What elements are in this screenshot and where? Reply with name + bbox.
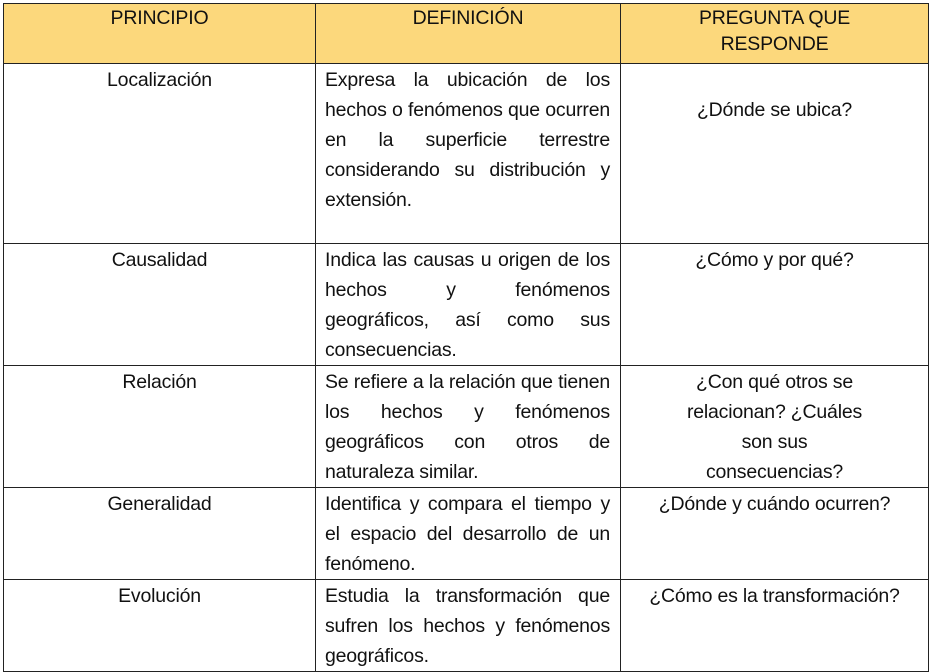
principle-cell: Causalidad xyxy=(4,244,316,366)
table-row xyxy=(4,580,929,672)
question-cell: ¿Cómo es la transformación? xyxy=(621,580,929,672)
question-cell: ¿Con qué otros se relacionan? ¿Cuáles son sus consecuencias? xyxy=(621,366,929,488)
principle-cell: Localización xyxy=(4,64,316,244)
header-row xyxy=(4,4,929,64)
principles-table xyxy=(3,3,929,672)
principle-cell: Evolución xyxy=(4,580,316,672)
header-principle: PRINCIPIO xyxy=(4,4,316,64)
table-row xyxy=(4,64,929,244)
table-row xyxy=(4,488,929,580)
principles-table-frame xyxy=(3,3,929,672)
definition-cell: Identifica y compara el tiempo y el espacio del desarrollo de un fenómeno. xyxy=(316,488,621,580)
header-question: PREGUNTA QUE RESPONDE xyxy=(621,4,929,64)
question-cell: ¿Dónde se ubica? xyxy=(621,64,929,244)
table-row xyxy=(4,244,929,366)
table-header xyxy=(4,4,929,64)
table-body xyxy=(4,64,929,672)
definition-cell: Estudia la transformación que sufren los hechos y fenómenos geográficos. xyxy=(316,580,621,672)
header-definition: DEFINICIÓN xyxy=(316,4,621,64)
question-cell: ¿Dónde y cuándo ocurren? xyxy=(621,488,929,580)
definition-cell: Se refiere a la relación que tienen los hechos y fenómenos geográficos con otros de naturaleza similar. xyxy=(316,366,621,488)
question-cell: ¿Cómo y por qué? xyxy=(621,244,929,366)
principle-cell: Generalidad xyxy=(4,488,316,580)
table-row xyxy=(4,366,929,488)
principle-cell: Relación xyxy=(4,366,316,488)
definition-cell: Expresa la ubicación de los hechos o fenómenos que ocurren en la superficie terrestre considerando su distribución y extensión. xyxy=(316,64,621,244)
definition-cell: Indica las causas u origen de los hechos y fenómenos geográficos, así como sus consecuencias. xyxy=(316,244,621,366)
